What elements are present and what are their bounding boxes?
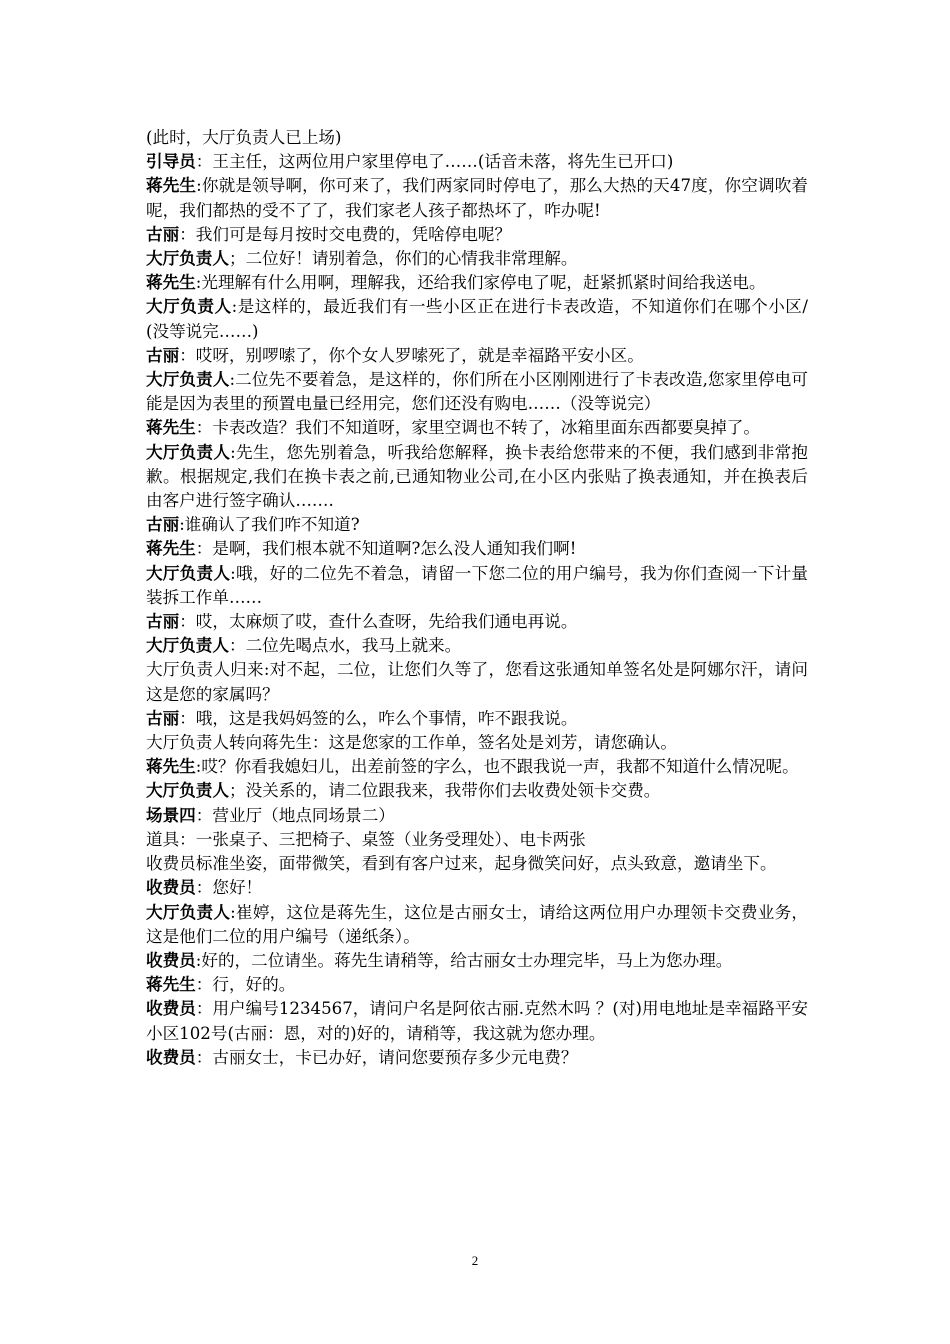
speaker-label: 蒋先生 bbox=[146, 273, 196, 293]
speaker-separator: ： bbox=[179, 224, 196, 244]
dialogue-text: 哎呀，别啰嗦了，你个女人罗嗦死了，就是幸福路平安小区。 bbox=[195, 345, 644, 365]
speaker-label: 古丽 bbox=[146, 612, 180, 632]
speaker-separator: ： bbox=[179, 345, 196, 365]
dialogue-text: 大厅负责人归来:对不起，二位，让您们久等了，您看这张通知单签名处是阿娜尔汗，请问这是您的家属吗？ bbox=[146, 660, 808, 704]
dialogue-text: 卡表改造？我们不知道呀，家里空调也不转了，冰箱里面东西都要臭掉了。 bbox=[212, 418, 760, 438]
speaker-label: 大厅负责人 bbox=[146, 249, 229, 269]
speaker-label: 大厅负责人 bbox=[146, 563, 231, 583]
speaker-label: 收费员 bbox=[146, 878, 196, 898]
speaker-separator: : bbox=[229, 370, 236, 390]
dialogue-line bbox=[146, 1046, 808, 1070]
speaker-label: 古丽 bbox=[146, 224, 180, 244]
dialogue-text: (此时，大厅负责人已上场) bbox=[146, 128, 342, 147]
speaker-separator: : bbox=[179, 515, 185, 535]
dialogue-text: 道具：一张桌子、三把椅子、桌签（业务受理处）、电卡两张 bbox=[146, 829, 586, 849]
dialogue-line bbox=[146, 852, 808, 876]
dialogue-line bbox=[146, 416, 808, 440]
speaker-separator: ： bbox=[195, 539, 213, 559]
speaker-label: 场景四 bbox=[146, 805, 196, 825]
speaker-label: 收费员 bbox=[146, 999, 196, 1019]
dialogue-line bbox=[146, 658, 808, 706]
speaker-separator: : bbox=[195, 273, 202, 293]
speaker-separator: : bbox=[230, 442, 236, 462]
dialogue-text: 营业厅（地点同场景二） bbox=[212, 805, 395, 825]
dialogue-line bbox=[146, 949, 808, 973]
speaker-label: 蒋先生 bbox=[146, 418, 196, 438]
dialogue-line bbox=[146, 634, 808, 658]
speaker-label: 收费员 bbox=[146, 1047, 196, 1067]
speaker-label: 大厅负责人 bbox=[146, 636, 229, 656]
dialogue-line bbox=[146, 997, 808, 1045]
dialogue-text: 用户编号1234567，请问户名是阿依古丽.克然木吗 ？(对)用电地址是幸福路平安小区102号(古丽：恩，对的)好的，请稍等，我这就为您办理。 bbox=[146, 999, 809, 1043]
script-page-body bbox=[146, 126, 808, 1070]
speaker-separator: ： bbox=[228, 636, 246, 656]
dialogue-line bbox=[146, 537, 808, 561]
dialogue-line bbox=[146, 513, 808, 537]
speaker-label: 大厅负责人 bbox=[146, 902, 231, 922]
speaker-separator: ： bbox=[195, 975, 213, 995]
dialogue-text: 你就是领导啊，你可来了，我们两家同时停电了，那么大热的天47度，你空调吹着呢，我们都热的受不了了，我们家老人孩子都热坏了，咋办呢! bbox=[146, 176, 808, 220]
speaker-label: 古丽 bbox=[146, 345, 180, 365]
dialogue-line bbox=[146, 828, 808, 852]
dialogue-line bbox=[146, 973, 808, 997]
dialogue-line bbox=[146, 562, 808, 610]
dialogue-text: 收费员标准坐姿，面带微笑，看到有客户过来，起身微笑问好，点头致意，邀请坐下。 bbox=[146, 854, 777, 874]
speaker-separator: ： bbox=[195, 878, 213, 898]
dialogue-text: 我们可是每月按时交电费的，凭啥停电呢？ bbox=[195, 224, 512, 244]
speaker-separator: : bbox=[230, 902, 236, 922]
dialogue-line bbox=[146, 901, 808, 949]
dialogue-text: 好的，二位请坐。蒋先生请稍等，给古丽女士办理完毕，马上为您办理。 bbox=[201, 950, 733, 970]
dialogue-text: 哦，这是我妈妈签的么，咋么个事情，咋不跟我说。 bbox=[195, 708, 578, 728]
dialogue-line bbox=[146, 779, 808, 803]
dialogue-text: 古丽女士，卡已办好，请问您要预存多少元电费？ bbox=[212, 1047, 578, 1067]
speaker-label: 大厅负责人 bbox=[146, 781, 229, 801]
dialogue-line bbox=[146, 610, 808, 634]
dialogue-text: 您好！ bbox=[212, 878, 263, 898]
speaker-separator: : bbox=[196, 176, 202, 196]
speaker-separator: : bbox=[195, 950, 202, 970]
page-number: 2 bbox=[471, 1253, 479, 1268]
dialogue-text: 哎？你看我媳妇儿，出差前签的字么，也不跟我说一声，我都不知道什么情况呢。 bbox=[201, 757, 799, 777]
dialogue-text: 没关系的，请二位跟我来，我带你们去收费处领卡交费。 bbox=[245, 781, 661, 801]
dialogue-line bbox=[146, 344, 808, 368]
speaker-separator: ： bbox=[195, 418, 213, 438]
dialogue-line bbox=[146, 174, 808, 222]
speaker-label: 蒋先生 bbox=[146, 176, 197, 196]
dialogue-text: 二位先不要着急，是这样的，你们所在小区刚刚进行了卡表改造,您家里停电可能是因为表里的预置电量已经用完，您们还没有购电……（没等说完） bbox=[146, 370, 808, 414]
dialogue-line bbox=[146, 707, 808, 731]
dialogue-text: 光理解有什么用啊，理解我，还给我们家停电了呢，赶紧抓紧时间给我送电。 bbox=[201, 273, 766, 293]
speaker-label: 收费员 bbox=[146, 950, 196, 970]
dialogue-text: 二位好！请别着急，你们的心情我非常理解。 bbox=[245, 249, 578, 269]
speaker-label: 蒋先生 bbox=[146, 757, 196, 777]
dialogue-line bbox=[146, 876, 808, 900]
dialogue-line bbox=[146, 804, 808, 828]
speaker-separator: ： bbox=[195, 999, 213, 1019]
speaker-separator: ： bbox=[179, 708, 196, 728]
dialogue-text: 是这样的，最近我们有一些小区正在进行卡表改造，不知道你们在哪个小区/(没等说完……) bbox=[146, 297, 809, 341]
dialogue-text: 崔婷，这位是蒋先生，这位是古丽女士，请给这两位用户办理领卡交费业务，这是他们二位的用户编号（递纸条）。 bbox=[146, 902, 808, 946]
dialogue-line bbox=[146, 295, 808, 343]
speaker-label: 古丽 bbox=[146, 708, 180, 728]
dialogue-line bbox=[146, 150, 808, 174]
dialogue-line bbox=[146, 247, 808, 271]
dialogue-text: 谁确认了我们咋不知道? bbox=[184, 515, 360, 535]
dialogue-text: 是啊，我们根本就不知道啊?怎么没人通知我们啊! bbox=[212, 539, 577, 559]
dialogue-text: 大厅负责人转向蒋先生：这是您家的工作单，签名处是刘芳，请您确认。 bbox=[146, 733, 677, 753]
speaker-separator: ； bbox=[228, 781, 246, 801]
speaker-separator: : bbox=[230, 563, 236, 583]
speaker-separator: ： bbox=[195, 805, 213, 825]
speaker-label: 引导员 bbox=[146, 152, 196, 172]
dialogue-line bbox=[146, 731, 808, 755]
dialogue-text: 哎，太麻烦了哎，查什么查呀，先给我们通电再说。 bbox=[195, 612, 578, 632]
speaker-label: 大厅负责人 bbox=[146, 370, 230, 390]
speaker-separator: ： bbox=[179, 612, 196, 632]
dialogue-text: 哦，好的二位先不着急，请留一下您二位的用户编号，我为你们查阅一下计量装拆工作单…… bbox=[146, 563, 808, 607]
dialogue-line bbox=[146, 223, 808, 247]
speaker-label: 古丽 bbox=[146, 515, 180, 535]
dialogue-line bbox=[146, 368, 808, 416]
dialogue-line bbox=[146, 126, 808, 150]
speaker-label: 蒋先生 bbox=[146, 975, 196, 995]
speaker-label: 蒋先生 bbox=[146, 539, 196, 559]
dialogue-text: 先生，您先别着急，听我给您解释，换卡表给您带来的不便，我们感到非常抱歉。根据规定,我们在换卡表之前,已通知物业公司,在小区内张贴了换表通知，并在换表后由客户进行签字确认……. bbox=[146, 442, 808, 511]
dialogue-line bbox=[146, 755, 808, 779]
speaker-label: 大厅负责人 bbox=[146, 297, 232, 317]
speaker-separator: : bbox=[195, 757, 202, 777]
dialogue-text: 王主任，这两位用户家里停电了……(话音未落，将先生已开口) bbox=[212, 152, 674, 172]
speaker-separator: ： bbox=[195, 152, 213, 172]
dialogue-text: 二位先喝点水，我马上就来。 bbox=[245, 636, 462, 656]
speaker-label: 大厅负责人 bbox=[146, 442, 231, 462]
dialogue-line bbox=[146, 441, 808, 514]
speaker-separator: ： bbox=[195, 1047, 213, 1067]
dialogue-line bbox=[146, 271, 808, 295]
dialogue-text: 行，好的。 bbox=[212, 975, 296, 995]
speaker-separator: ； bbox=[228, 249, 246, 269]
speaker-separator: : bbox=[231, 297, 238, 317]
